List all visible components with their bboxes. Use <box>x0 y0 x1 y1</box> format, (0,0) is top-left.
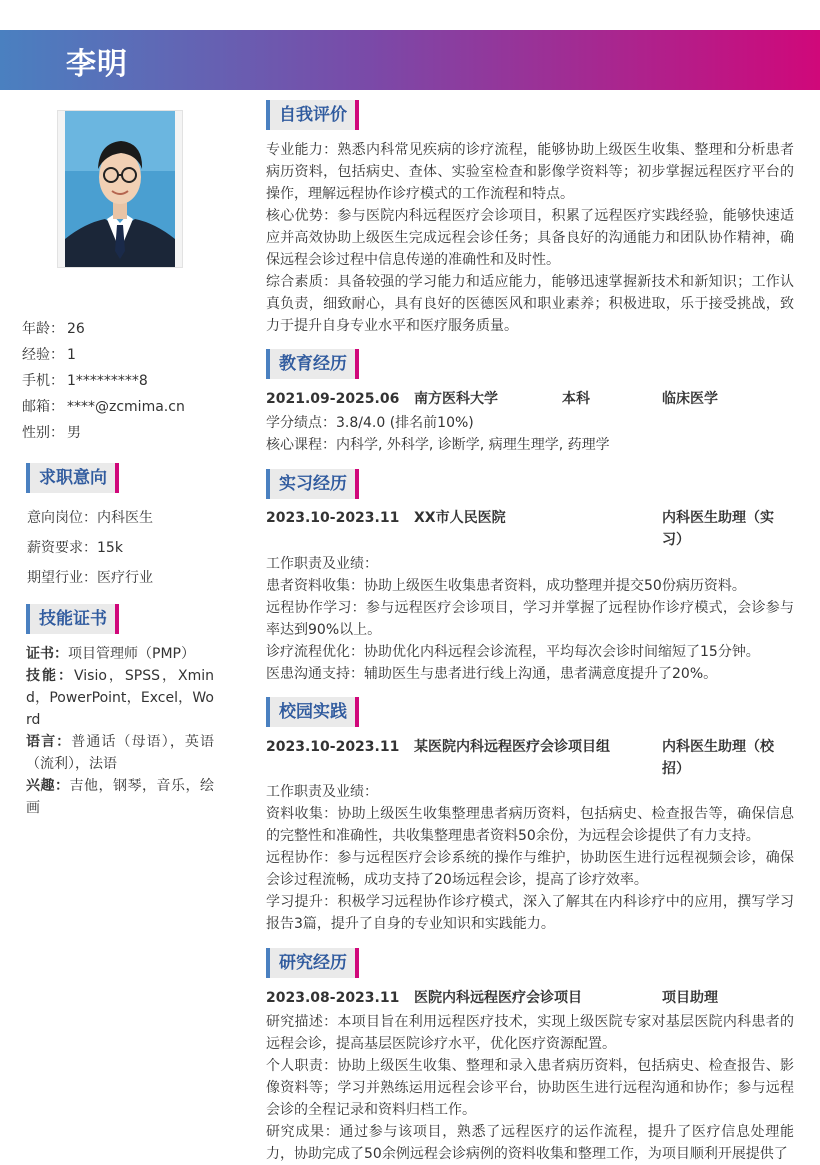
education-degree: 本科 <box>562 391 590 407</box>
campus-duties-heading: 工作职责及业绩： <box>266 784 378 800</box>
skill-tools <box>26 665 214 731</box>
skill-languages <box>26 731 214 775</box>
info-experience <box>22 345 76 365</box>
self-eval-quality: 综合素质：具备较强的学习能力和适应能力，能够迅速掌握新技术和新知识；工作认真负责，细致耐心，具有良好的医德医风和职业素养；积极进取，乐于接受挑战，致力于提升自身专业水平和医疗服务质量。 <box>266 274 794 334</box>
section-title-internship: 实习经历 <box>266 469 359 499</box>
info-experience-label: 经验： <box>22 347 64 363</box>
header-banner <box>0 30 820 90</box>
info-phone <box>22 371 148 391</box>
skill-certificate <box>26 643 214 665</box>
campus-duty-1: 资料收集：协助上级医生收集整理患者病历资料，包括病史、检查报告等，确保信息的完整性和准确性，共收集整理患者资料50余份，为远程会诊提供了有力支持。 <box>266 806 794 844</box>
info-age <box>22 319 85 339</box>
info-gender-value: 男 <box>67 425 81 441</box>
internship-entry <box>266 507 794 551</box>
internship-duties-heading: 工作职责及业绩： <box>266 556 378 572</box>
campus-org: 某医院内科远程医疗会诊项目组 <box>414 739 610 755</box>
info-age-label: 年龄： <box>22 321 64 337</box>
campus-role: 内科医生助理（校招） <box>662 739 774 777</box>
campus-duty-3: 学习提升：积极学习远程协作诊疗模式，深入了解其在内科诊疗中的应用，撰写学习报告3篇，提升了自身的专业知识和实践能力。 <box>266 894 794 932</box>
info-experience-value: 1 <box>67 347 76 363</box>
info-age-value: 26 <box>67 321 85 337</box>
internship-role: 内科医生助理（实习） <box>662 510 774 548</box>
info-email <box>22 397 185 417</box>
section-title-job-intent: 求职意向 <box>26 463 119 493</box>
job-intent-industry: 期望行业：医疗行业 <box>27 570 153 586</box>
skill-tools-value: Visio，SPSS，Xmind，PowerPoint，Excel，Word <box>26 668 214 728</box>
research-org: 医院内科远程医疗会诊项目 <box>414 990 582 1006</box>
skill-languages-label: 语言： <box>26 734 72 750</box>
education-gpa: 学分绩点：3.8/4.0 (排名前10%) <box>266 415 474 431</box>
skill-tools-label: 技能： <box>26 668 74 684</box>
skills-list <box>26 643 214 819</box>
campus-duty-2: 远程协作：参与远程医疗会诊系统的操作与维护，协助医生进行远程视频会诊，确保会诊过程流畅，成功支持了20场远程会诊，提高了诊疗效率。 <box>266 850 794 888</box>
job-intent-salary: 薪资要求：15k <box>27 540 123 556</box>
candidate-name: 李明 <box>66 47 128 82</box>
self-eval-professional: 专业能力：熟悉内科常见疾病的诊疗流程，能够协助上级医生收集、整理和分析患者病历资料，包括病史、查体、实验室检查和影像学资料等；初步掌握远程医疗平台的操作，理解远程协作诊疗模式的工作流程和特点。 <box>266 142 794 202</box>
skill-interests-value: 吉他，钢琴，音乐，绘画 <box>26 778 214 816</box>
section-title-self-eval: 自我评价 <box>266 100 359 130</box>
skill-certificate-value: 项目管理师（PMP） <box>68 646 195 662</box>
research-role: 项目助理 <box>662 990 718 1006</box>
skill-interests <box>26 775 214 819</box>
campus-entry <box>266 736 794 780</box>
research-period: 2023.08-2023.11 <box>266 990 400 1006</box>
internship-org: XX市人民医院 <box>414 510 506 526</box>
info-phone-value: 1*********8 <box>67 373 148 389</box>
skill-languages-value: 普通话（母语），英语（流利），法语 <box>26 734 214 772</box>
section-title-campus: 校园实践 <box>266 697 359 727</box>
portrait-image <box>65 111 175 267</box>
internship-duty-4: 医患沟通支持：辅助医生与患者进行线上沟通，患者满意度提升了20%。 <box>266 666 718 682</box>
education-major: 临床医学 <box>662 391 718 407</box>
research-results: 研究成果：通过参与该项目，熟悉了远程医疗的运作流程，提升了医疗信息处理能力，协助完成了50余例远程会诊病例的资料收集和整理工作，为项目顺利开展提供了 <box>266 1124 794 1162</box>
left-column <box>0 90 240 1160</box>
section-title-research: 研究经历 <box>266 948 359 978</box>
info-email-label: 邮箱： <box>22 399 64 415</box>
internship-period: 2023.10-2023.11 <box>266 510 400 526</box>
job-intent-position: 意向岗位：内科医生 <box>27 510 153 526</box>
info-email-value: ****@zcmima.cn <box>67 399 185 415</box>
profile-photo <box>57 110 183 268</box>
research-responsibilities: 个人职责：协助上级医生收集、整理和录入患者病历资料，包括病史、检查报告、影像资料等；学习并熟练运用远程会诊平台，协助医生进行远程沟通和协作；参与远程会诊的全程记录和资料归档工作。 <box>266 1058 794 1118</box>
internship-duty-1: 患者资料收集：协助上级医生收集患者资料，成功整理并提交50份病历资料。 <box>266 578 746 594</box>
self-eval-strengths: 核心优势：参与医院内科远程医疗会诊项目，积累了远程医疗实践经验，能够快速适应并高效协助上级医生完成远程会诊任务；具备良好的沟通能力和团队协作精神，确保远程会诊过程中信息传递的准确性和及时性。 <box>266 208 794 268</box>
education-school: 南方医科大学 <box>414 391 498 407</box>
internship-duty-3: 诊疗流程优化：协助优化内科远程会诊流程，平均每次会诊时间缩短了15分钟。 <box>266 644 760 660</box>
campus-period: 2023.10-2023.11 <box>266 739 400 755</box>
research-description: 研究描述：本项目旨在利用远程医疗技术，实现上级医院专家对基层医院内科患者的远程会诊，提高基层医院诊疗水平，优化医疗资源配置。 <box>266 1014 794 1052</box>
skill-interests-label: 兴趣： <box>26 778 70 794</box>
section-title-skills: 技能证书 <box>26 604 119 634</box>
internship-duty-2: 远程协作学习：参与远程医疗会诊项目，学习并掌握了远程协作诊疗模式，会诊参与率达到90%以上。 <box>266 600 794 638</box>
education-period: 2021.09-2025.06 <box>266 391 400 407</box>
info-phone-label: 手机： <box>22 373 64 389</box>
info-gender-label: 性别： <box>22 425 64 441</box>
skill-certificate-label: 证书： <box>26 646 68 662</box>
section-title-education: 教育经历 <box>266 349 359 379</box>
info-gender <box>22 423 81 443</box>
education-courses: 核心课程：内科学, 外科学, 诊断学, 病理生理学, 药理学 <box>266 437 610 453</box>
